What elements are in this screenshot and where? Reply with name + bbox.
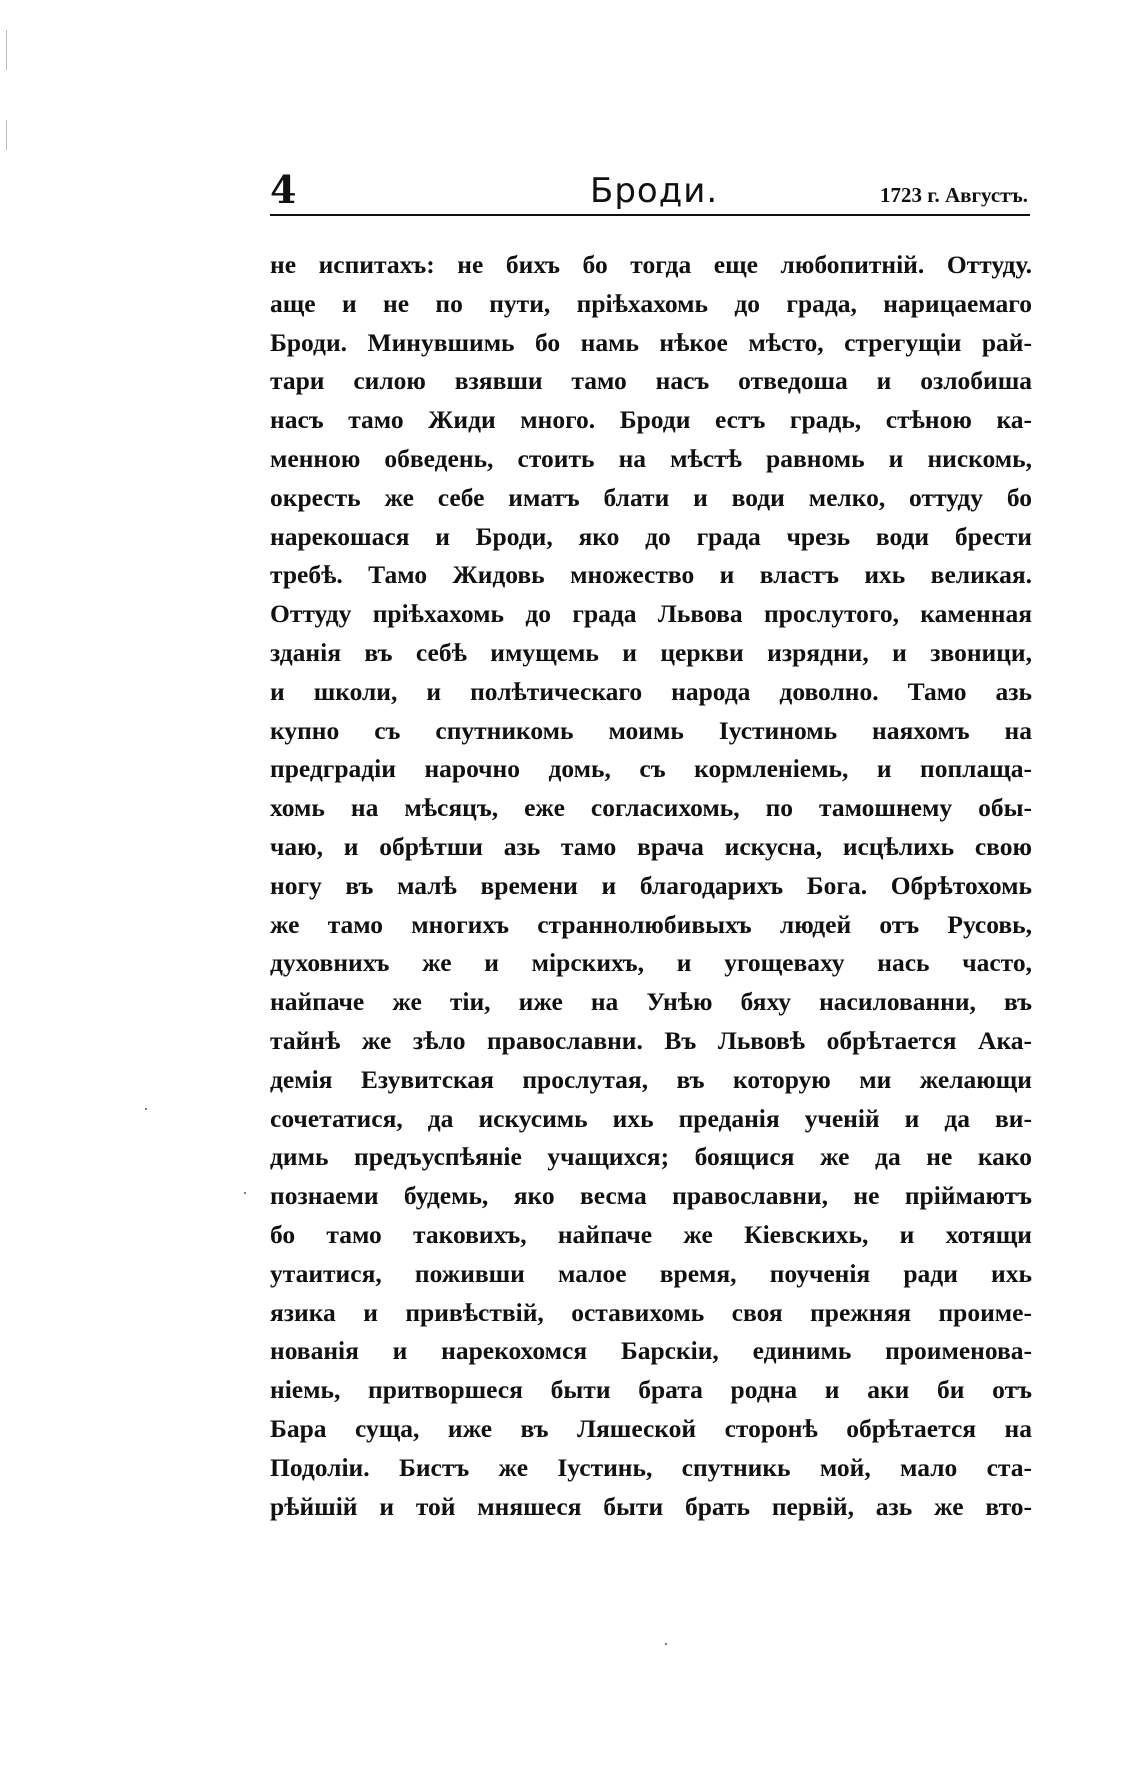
text-line: ніемь, притворшеся быти брата родна и аки би отъ (270, 1375, 1032, 1405)
text-line: хомь на мѣсяцъ, еже согласихомь, по тамошнему обы- (270, 793, 1032, 823)
text-line: рѣйшій и той мняшеся быти брать первій, азь же вто- (270, 1491, 1032, 1521)
text-line: предградіи нарочно домь, съ кормленіемь, и поплаща- (270, 754, 1032, 784)
text-line: познаеми будемь, яко весма православни, не пріймаютъ (270, 1181, 1032, 1211)
text-line: нарекошася и Броди, яко до града чрезь води брести (270, 521, 1032, 551)
text-line: димь предъуспѣяніе учащихся; боящися же да не како (270, 1142, 1032, 1172)
text-line: требѣ. Тамо Жидовь множество и властъ ихь великая. (270, 560, 1032, 590)
text-line: менною обведень, стоить на мѣстѣ равномь и нискомь, (270, 443, 1032, 473)
text-line: же тамо многихъ страннолюбивыхъ людей отъ Русовь, (270, 909, 1032, 939)
page-header (270, 168, 1028, 212)
text-line: бо тамо таковихъ, найпаче же Кіевскихь, и хотящи (270, 1219, 1032, 1249)
text-line: Оттуду пріѣхахомь до града Львова прослутого, каменная (270, 599, 1032, 629)
text-line: духовнихъ же и мірскихъ, и угощеваху нась часто, (270, 948, 1032, 978)
text-line: окресть же себе иматъ блати и води мелко, оттуду бо (270, 482, 1032, 512)
scan-speck (244, 1192, 246, 1194)
scan-margin-mark (6, 30, 7, 70)
text-line: Бара суща, иже въ Ляшеской сторонѣ обрѣтается на (270, 1413, 1032, 1443)
text-line: Броди. Минувшимь бо намь нѣкое мѣсто, стрегущіи рай- (270, 327, 1032, 357)
text-line: купно съ спутникомь моимь Іустиномь наяхомъ на (270, 715, 1032, 745)
text-line: ногу въ малѣ времени и благодарихъ Бога. Обрѣтохомь (270, 870, 1032, 900)
text-line: чаю, и обрѣтши азь тамо врача искусна, исцѣлихь свою (270, 831, 1032, 861)
text-line: утаитися, поживши малое время, поученія ради ихь (270, 1258, 1032, 1288)
body-text (270, 246, 1032, 1526)
text-line: не испитахъ: не бихъ бо тогда еще любопитній. Оттуду. (270, 250, 1032, 279)
text-line: аще и не по пути, пріѣхахомь до града, нарицаемаго (270, 288, 1032, 318)
text-line: тари силою взявши тамо насъ отведоша и озлобиша (270, 366, 1032, 396)
text-line: и школи, и полѣтическаго народа доволно. Тамо азь (270, 676, 1032, 706)
text-line: сочетатися, да искусимь ихь преданія ученій и да ви- (270, 1103, 1032, 1133)
text-line: язика и привѣствій, оставихомь своя прежняя проиме- (270, 1297, 1032, 1327)
text-line: демія Езувитская прослутая, въ которую ми желающи (270, 1064, 1032, 1094)
running-date: 1723 г. Августъ. (880, 183, 1028, 207)
scan-speck (665, 1643, 667, 1645)
page-number: 4 (270, 167, 297, 212)
scan-margin-mark (6, 120, 7, 150)
header-rule (270, 214, 1030, 216)
text-line: насъ тамо Жиди много. Броди естъ градь, стѣною ка- (270, 405, 1032, 435)
running-title: Броди. (590, 171, 719, 211)
text-line: тайнѣ же зѣло православни. Въ Львовѣ обрѣтается Ака- (270, 1025, 1032, 1055)
text-line: зданія въ себѣ имущемь и церкви изрядни, и звоници, (270, 637, 1032, 667)
text-line: Подоліи. Бистъ же Іустинь, спутникь мой, мало ста- (270, 1452, 1032, 1482)
scan-speck (145, 1108, 147, 1110)
text-line: нованія и нарекохомся Барскіи, единимь проименова- (270, 1336, 1032, 1366)
text-line: найпаче же тіи, иже на Унѣю бяху насилованни, въ (270, 987, 1032, 1017)
